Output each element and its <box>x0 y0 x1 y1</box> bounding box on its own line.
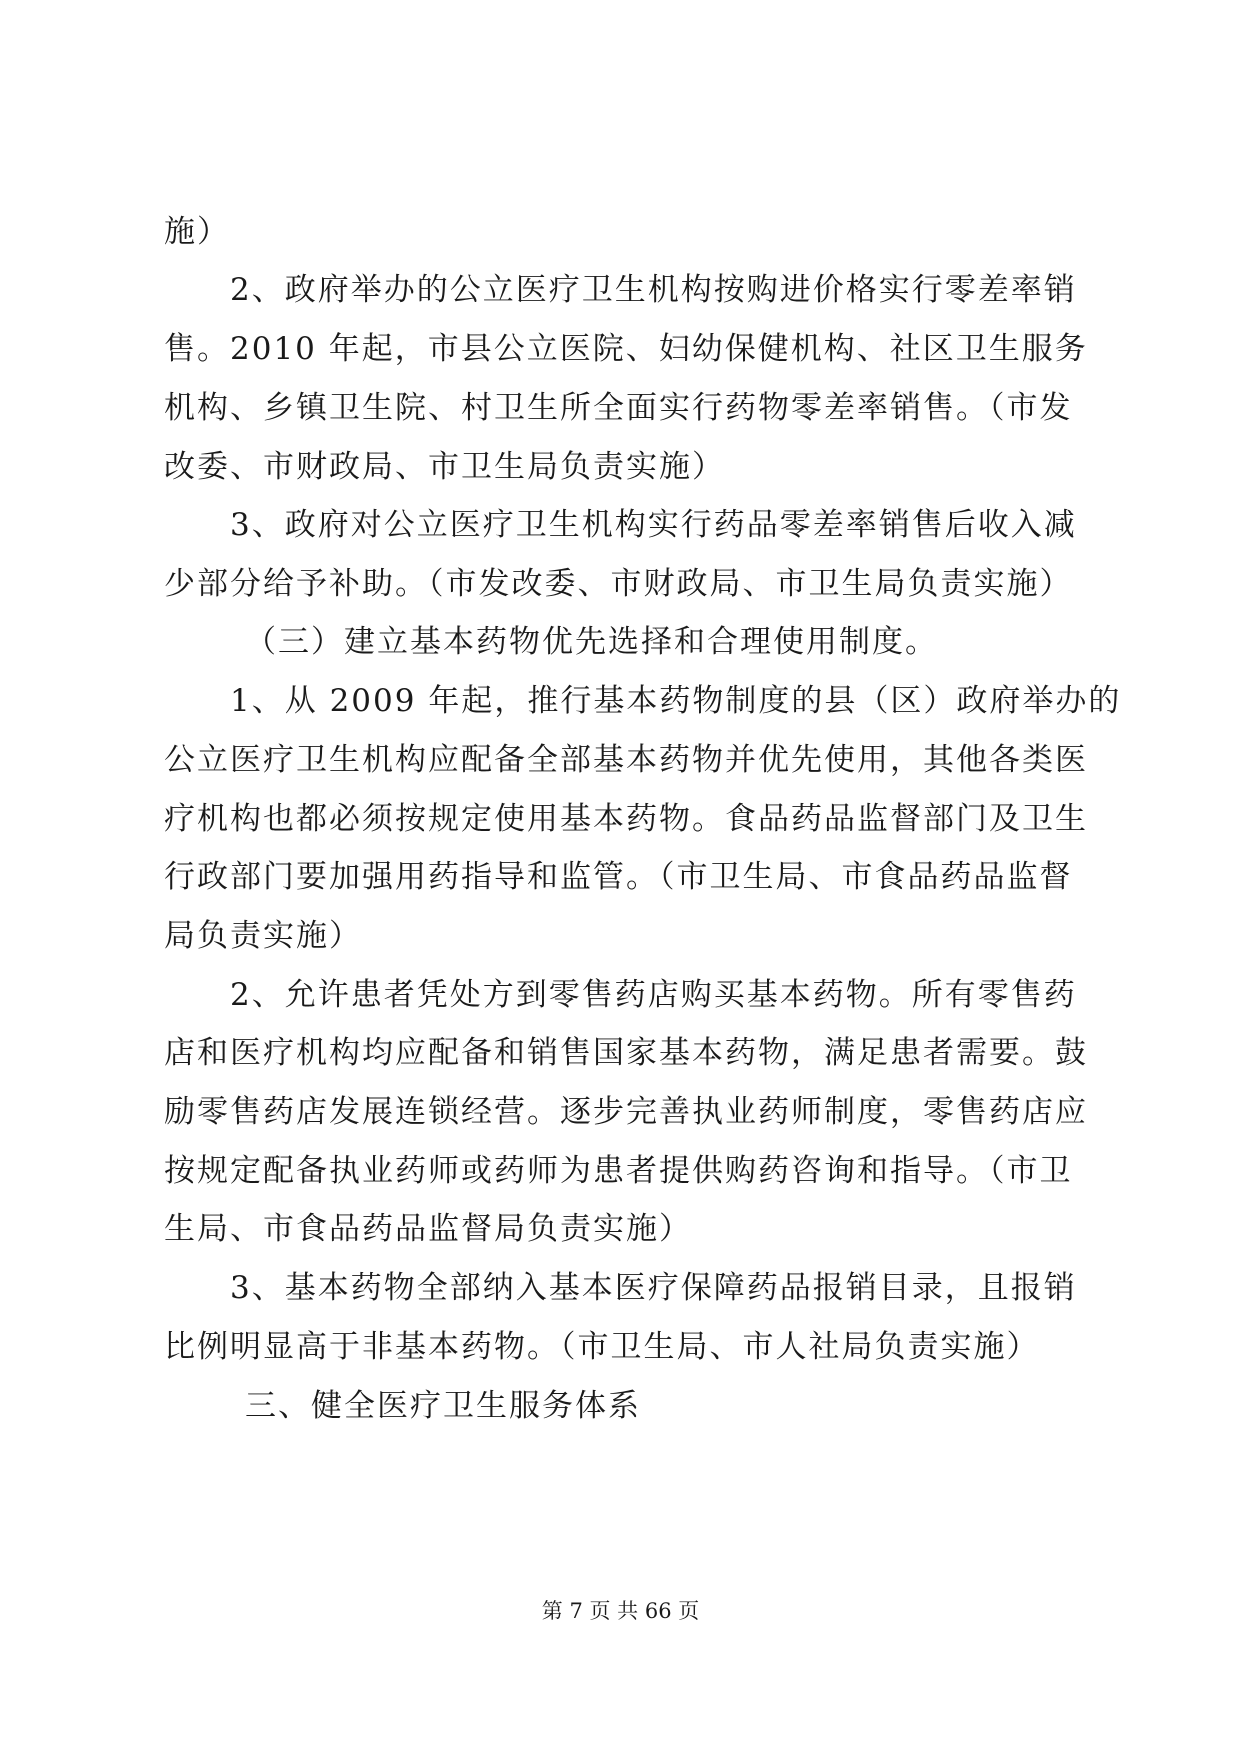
text-line: 改委、市财政局、市卫生局负责实施） <box>164 449 725 485</box>
text-line: 局负责实施） <box>164 918 362 954</box>
section-heading: （三）建立基本药物优先选择和合理使用制度。 <box>245 624 938 660</box>
text-line: 生局、市食品药品监督局负责实施） <box>164 1211 692 1247</box>
text-line: 2、政府举办的公立医疗卫生机构按购进价格实行零差率销 <box>230 272 1077 308</box>
text-line: 售。2010 年起，市县公立医院、妇幼保健机构、社区卫生服务 <box>164 331 1088 367</box>
text-line: 行政部门要加强用药指导和监管。（市卫生局、市食品药品监督 <box>164 859 1073 895</box>
text-line: 励零售药店发展连锁经营。逐步完善执业药师制度，零售药店应 <box>164 1094 1088 1130</box>
text-line: 施） <box>164 214 230 250</box>
text-line: 机构、乡镇卫生院、村卫生所全面实行药物零差率销售。（市发 <box>164 390 1073 426</box>
text-line: 1、从 2009 年起，推行基本药物制度的县（区）政府举办的 <box>230 683 1122 719</box>
page-number-footer: 第 7 页 共 66 页 <box>541 1599 700 1623</box>
text-line: 按规定配备执业药师或药师为患者提供购药咨询和指导。（市卫 <box>164 1153 1073 1189</box>
text-line: 2、允许患者凭处方到零售药店购买基本药物。所有零售药 <box>230 977 1077 1013</box>
text-line: 比例明显高于非基本药物。（市卫生局、市人社局负责实施） <box>164 1329 1040 1365</box>
text-line: 3、政府对公立医疗卫生机构实行药品零差率销售后收入减 <box>230 507 1077 543</box>
text-line: 店和医疗机构均应配备和销售国家基本药物，满足患者需要。鼓 <box>164 1035 1088 1071</box>
text-line: 3、基本药物全部纳入基本医疗保障药品报销目录，且报销 <box>230 1270 1077 1306</box>
text-line: 公立医疗卫生机构应配备全部基本药物并优先使用，其他各类医 <box>164 742 1088 778</box>
text-line: 疗机构也都必须按规定使用基本药物。食品药品监督部门及卫生 <box>164 801 1088 837</box>
section-heading: 三、健全医疗卫生服务体系 <box>245 1388 641 1424</box>
text-line: 少部分给予补助。（市发改委、市财政局、市卫生局负责实施） <box>164 566 1073 602</box>
